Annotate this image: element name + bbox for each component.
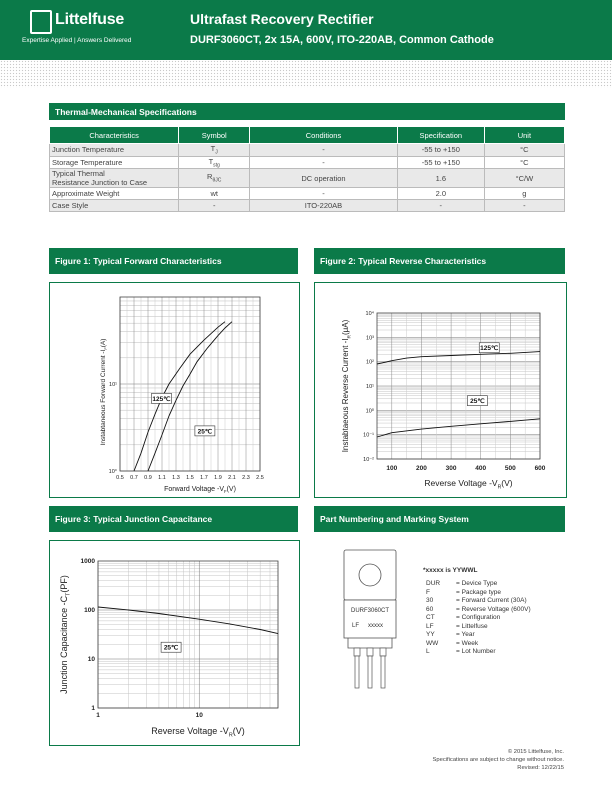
- spec-col-header: Specification: [397, 127, 484, 144]
- marking-legend: [426, 580, 531, 657]
- x-tick-label: 100: [386, 465, 398, 472]
- x-tick-label: 2.3: [242, 475, 250, 481]
- x-tick-label: 600: [534, 465, 546, 472]
- legend-meaning: = Forward Current (30A): [456, 597, 527, 604]
- x-tick-label: 1.1: [158, 475, 166, 481]
- spec-value: -: [397, 200, 484, 212]
- y-axis-label: Junction Capacitance $-C_T(PF)$: [59, 575, 72, 694]
- series-label-25c: 25℃: [163, 644, 179, 652]
- legend-item: [426, 580, 531, 589]
- y-tick-label: 10°: [108, 469, 117, 475]
- series-line-125c: [377, 352, 540, 364]
- legend-item: [426, 597, 531, 606]
- spec-characteristic: Storage Temperature: [50, 156, 179, 169]
- x-tick-label: 400: [475, 465, 487, 472]
- spec-conditions: -: [250, 188, 398, 200]
- spec-unit: -: [484, 200, 564, 212]
- legend-item: [426, 623, 531, 632]
- spec-row: [50, 169, 565, 188]
- legend-code: L: [426, 648, 430, 655]
- x-tick-label: 0.9: [144, 475, 152, 481]
- x-axis-label: Reverse Voltage $-V_R(V)$: [151, 726, 245, 739]
- legend-code: CT: [426, 614, 435, 621]
- legend-meaning: = Reverse Voltage (600V): [456, 605, 531, 613]
- forward-characteristics-chart: [50, 283, 299, 497]
- x-tick-label: 1.7: [200, 475, 208, 481]
- junction-capacitance-chart: [50, 541, 299, 745]
- figure2-frame: [314, 282, 567, 498]
- y-tick-label: 10³: [366, 335, 374, 342]
- page-subtitle: DURF3060CT, 2x 15A, 600V, ITO-220AB, Common Cathode: [190, 34, 494, 46]
- legend-meaning: = Littelfuse: [456, 622, 488, 630]
- x-tick-label: 0.5: [116, 475, 124, 481]
- spec-symbol: wt: [179, 188, 250, 200]
- x-tick-label: 2.5: [256, 475, 264, 481]
- spec-col-header: Unit: [484, 127, 564, 144]
- figure3-frame: [49, 540, 300, 746]
- legend-item: [426, 640, 531, 649]
- series-label-25c: 25℃: [470, 398, 485, 406]
- legend-code: WW: [426, 639, 439, 647]
- spec-row: [50, 188, 565, 200]
- package-part-number: DURF3060CT: [350, 608, 390, 614]
- y-tick-label: 10⁰: [365, 408, 374, 415]
- y-tick-label: 1000: [80, 558, 95, 565]
- package-lf-mark: LF: [352, 623, 360, 629]
- legend-code: DUR: [426, 580, 441, 587]
- x-tick-label: 1.5: [186, 475, 194, 481]
- y-tick-label: 10: [87, 656, 95, 663]
- spec-characteristic: Approximate Weight: [50, 188, 179, 200]
- figure1-frame: [49, 282, 300, 498]
- y-tick-label: 10⁻²: [363, 457, 374, 463]
- reverse-characteristics-chart: [315, 283, 566, 497]
- spec-conditions: -: [250, 144, 398, 157]
- legend-meaning: = Year: [456, 631, 475, 638]
- spec-value: -55 to +150: [397, 156, 484, 169]
- legend-code: LF: [426, 622, 434, 630]
- part-numbering-heading: Part Numbering and Marking System: [314, 506, 565, 532]
- spec-table: [49, 126, 565, 212]
- x-axis-label: Reverse Voltage $-V_R(V)$: [424, 478, 513, 491]
- brand-tagline: Expertise Applied | Answers Delivered: [22, 37, 132, 44]
- spec-symbol: -: [179, 200, 250, 212]
- spec-row: [50, 156, 565, 169]
- copyright: © 2015 Littelfuse, Inc.: [507, 749, 564, 755]
- spec-row: [50, 144, 565, 157]
- legend-item: [426, 631, 531, 640]
- spec-symbol: $T_{stg}$: [179, 156, 250, 169]
- legend-meaning: = Lot Number: [456, 648, 496, 655]
- spec-conditions: ITO-220AB: [250, 200, 398, 212]
- fuse-logo-icon: [30, 10, 52, 34]
- figure1-heading: Figure 1: Typical Forward Characteristics: [49, 248, 298, 274]
- spec-col-header: Conditions: [250, 127, 398, 144]
- x-tick-label: 1.9: [214, 475, 222, 481]
- brand-name: Littelfuse: [55, 11, 125, 28]
- legend-item: [426, 614, 531, 623]
- marking-note: *xxxxx is YYWWL: [423, 567, 478, 574]
- spec-col-header: Characteristics: [50, 127, 179, 144]
- series-line-125c: [134, 322, 225, 471]
- x-axis-label: Forward Voltage $-V_F(V)$: [164, 486, 236, 495]
- series-label-125c: 125℃: [152, 395, 171, 403]
- x-tick-label: 200: [416, 465, 427, 472]
- spec-value: 2.0: [397, 188, 484, 200]
- x-tick-label: 300: [445, 465, 457, 472]
- spec-characteristic: Case Style: [50, 200, 179, 212]
- spec-symbol: $R_{\theta JC}$: [179, 169, 250, 188]
- package-date-code: xxxxx: [368, 623, 383, 629]
- spec-unit: °C: [484, 144, 564, 157]
- spec-unit: g: [484, 188, 564, 200]
- spec-notice: Specifications are subject to change without notice.: [432, 757, 564, 763]
- spec-characteristic: Junction Temperature: [50, 144, 179, 157]
- legend-item: [426, 589, 531, 598]
- spec-unit: °C: [484, 156, 564, 169]
- y-tick-label: 100: [84, 607, 95, 614]
- spec-col-header: Symbol: [179, 127, 250, 144]
- spec-unit: °C/W: [484, 169, 564, 188]
- series-line-25c: [377, 419, 540, 437]
- y-tick-label: 10¹: [366, 384, 374, 390]
- legend-meaning: = Week: [456, 639, 479, 647]
- y-tick-label: 10¹: [109, 382, 117, 388]
- y-axis-label: Instabtaeous Reverse Current $-I_R(\mu A)$: [341, 319, 353, 453]
- x-tick-label: 0.7: [130, 475, 138, 481]
- x-tick-label: 10: [195, 712, 203, 719]
- ito220ab-package-drawing: [340, 548, 400, 690]
- series-label-25c: 25℃: [197, 428, 213, 436]
- figure3-heading: Figure 3: Typical Junction Capacitance: [49, 506, 298, 532]
- y-axis-label: Instabtaneous Forward Current $-I_F(A)$: [100, 338, 108, 446]
- legend-meaning: = Package type: [456, 588, 501, 596]
- page-footer: [433, 748, 564, 772]
- y-tick-label: 10⁴: [365, 311, 374, 317]
- x-tick-label: 1: [96, 712, 100, 719]
- legend-code: YY: [426, 631, 435, 638]
- x-tick-label: 2.1: [228, 475, 236, 481]
- legend-meaning: = Device Type: [456, 580, 498, 587]
- spec-value: 1.6: [397, 169, 484, 188]
- spec-row: [50, 200, 565, 212]
- spec-value: -55 to +150: [397, 144, 484, 157]
- spec-section-heading: Thermal-Mechanical Specifications: [49, 103, 565, 120]
- legend-code: 60: [426, 605, 434, 613]
- x-tick-label: 1.3: [172, 475, 180, 481]
- legend-item: [426, 648, 531, 657]
- spec-characteristic: Typical Thermal Resistance Junction to Case: [50, 169, 179, 188]
- figure2-heading: Figure 2: Typical Reverse Characteristics: [314, 248, 565, 274]
- plot-area: [98, 561, 278, 708]
- legend-code: 30: [426, 597, 434, 604]
- series-label-125c: 125℃: [480, 345, 499, 353]
- legend-item: [426, 606, 531, 615]
- page-title: Ultrafast Recovery Rectifier: [190, 11, 374, 27]
- y-tick-label: 10²: [366, 359, 374, 366]
- legend-meaning: = Configuration: [456, 614, 501, 621]
- revision-date: Revised: 12/22/15: [517, 765, 564, 771]
- dot-pattern-divider: [0, 60, 612, 88]
- spec-conditions: -: [250, 156, 398, 169]
- legend-code: F: [426, 588, 430, 596]
- spec-conditions: DC operation: [250, 169, 398, 188]
- littelfuse-logo: [22, 10, 172, 50]
- page-header: [0, 0, 612, 60]
- spec-symbol: $T_J$: [179, 144, 250, 157]
- y-tick-label: 1: [91, 705, 95, 712]
- x-tick-label: 500: [504, 465, 516, 472]
- y-tick-label: 10⁻¹: [363, 432, 374, 439]
